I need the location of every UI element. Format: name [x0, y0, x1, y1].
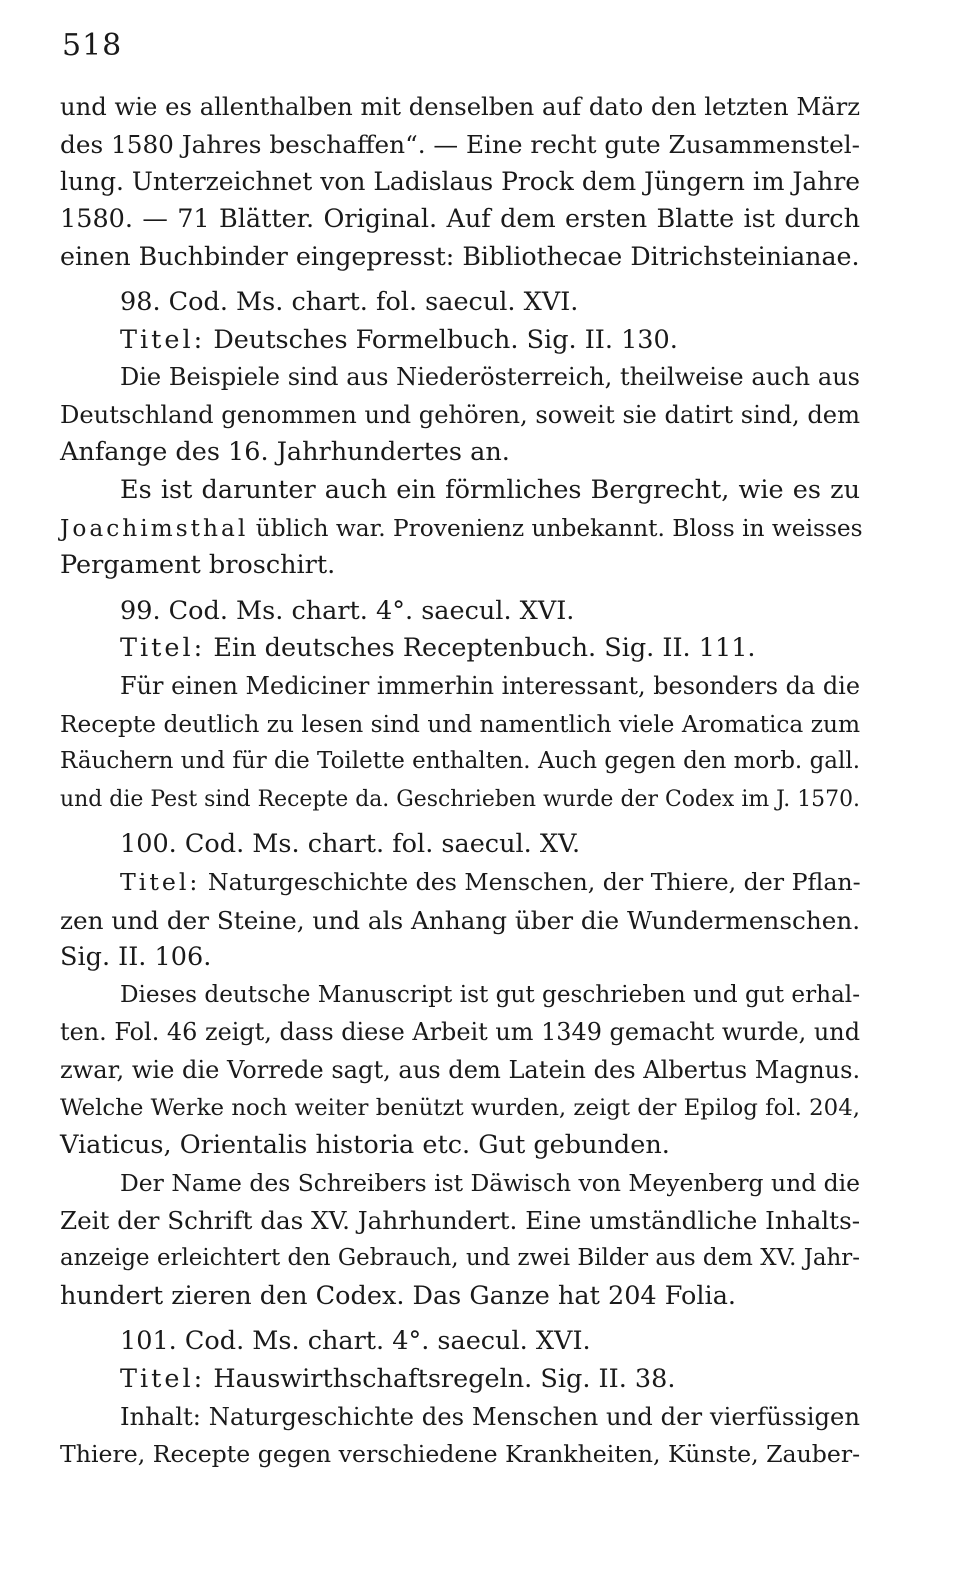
line-text: Räuchern und für die Toilette enthalten. Auch gegen den morb. gall.	[60, 748, 860, 775]
text-line	[120, 322, 860, 360]
line-text: Naturgeschichte des Menschen, der Thiere, der Pflan-	[200, 868, 861, 896]
text-line	[60, 1052, 860, 1090]
line-text: und wie es allenthalben mit denselben auf dato den letzten März	[60, 92, 860, 121]
text-line	[60, 743, 860, 781]
text-line	[60, 939, 860, 977]
line-text: Ein deutsches Receptenbuch. Sig. II. 111.	[205, 633, 756, 664]
line-text: Anfange des 16. Jahrhundertes an.	[60, 437, 510, 468]
line-text: 98. Cod. Ms. chart. fol. saecul. XVI.	[120, 287, 579, 317]
line-text: Zeit der Schrift das XV. Jahrhundert. Eine umständliche Inhalts-	[60, 1206, 861, 1236]
spaced-word: Titel:	[120, 868, 201, 896]
line-text: Inhalt: Naturgeschichte des Menschen und der vierfüssigen	[120, 1402, 860, 1432]
text-line	[120, 284, 860, 322]
line-text: hundert zieren den Codex. Das Ganze hat 204 Folia.	[60, 1280, 737, 1311]
line-text: Die Beispiele sind aus Niederösterreich, theilweise auch aus	[120, 363, 860, 392]
text-line	[120, 472, 860, 510]
line-text: Sig. II. 106.	[60, 942, 212, 973]
page-number: 518	[62, 28, 123, 63]
line-text: 1580. — 71 Blätter. Original. Auf dem ersten Blatte ist durch	[60, 203, 860, 234]
line-text: Dieses deutsche Manuscript ist gut geschrieben und gut erhal-	[120, 981, 860, 1008]
text-line	[120, 593, 860, 631]
line-text: 100. Cod. Ms. chart. fol. saecul. XV.	[120, 829, 581, 860]
text-line	[120, 1398, 860, 1436]
text-line	[120, 359, 860, 397]
text-line	[60, 397, 860, 435]
spaced-word: Joachimsthal	[60, 514, 249, 542]
text-line	[60, 1014, 860, 1052]
text-line	[60, 1202, 860, 1240]
line-text: Recepte deutlich zu lesen sind und namentlich viele Aromatica zum	[60, 710, 860, 738]
line-text: Der Name des Schreibers ist Däwisch von Meyenberg und die	[120, 1168, 861, 1197]
text-line	[60, 126, 860, 164]
line-text: 101. Cod. Ms. chart. 4°. saecul. XVI.	[120, 1326, 591, 1357]
line-text: 99. Cod. Ms. chart. 4°. saecul. XVI.	[120, 595, 575, 626]
text-line	[60, 88, 860, 126]
text-line	[60, 238, 860, 276]
line-text: Welche Werke noch weiter benützt wurden, zeigt der Epilog fol. 204,	[60, 1094, 860, 1121]
line-text: Viaticus, Orientalis historia etc. Gut gebunden.	[60, 1130, 670, 1161]
line-text: Deutschland genommen und gehören, soweit sie datirt sind, dem	[60, 400, 860, 429]
line-text: üblich war. Provenienz unbekannt. Bloss in weisses	[248, 514, 863, 542]
text-line	[60, 434, 860, 472]
line-text: Thiere, Recepte gegen verschiedene Krankheiten, Künste, Zauber-	[60, 1440, 861, 1468]
text-line	[60, 163, 860, 201]
text-line	[60, 902, 860, 940]
line-text: zwar, wie die Vorrede sagt, aus dem Latein des Albertus Magnus.	[60, 1056, 861, 1084]
spaced-word: Titel:	[120, 324, 206, 355]
line-text: ten. Fol. 46 zeigt, dass diese Arbeit um 1349 gemacht wurde, und	[60, 1018, 860, 1047]
line-text: lung. Unterzeichnet von Ladislaus Prock dem Jüngern im Jahre	[60, 167, 860, 197]
text-line	[60, 201, 860, 239]
line-text: Hauswirthschaftsregeln. Sig. II. 38.	[205, 1363, 676, 1394]
text-line	[120, 977, 860, 1015]
text-line	[120, 1361, 860, 1399]
line-text: einen Buchbinder eingepresst: Bibliothecae Ditrichsteinianae.	[60, 242, 860, 272]
line-text: Es ist darunter auch ein förmliches Bergrecht, wie es zu	[120, 475, 860, 505]
text-line	[60, 1278, 860, 1316]
line-text: und die Pest sind Recepte da. Geschrieben wurde der Codex im J. 1570.	[60, 786, 860, 812]
text-line	[120, 630, 860, 668]
spaced-word: Titel:	[120, 633, 206, 664]
text-line	[60, 1127, 860, 1165]
text-line	[60, 1436, 860, 1474]
text-line	[60, 510, 863, 548]
text-line	[120, 1165, 860, 1203]
text-line	[120, 864, 860, 902]
line-text: Deutsches Formelbuch. Sig. II. 130.	[205, 324, 678, 355]
line-text: zen und der Steine, und als Anhang über die Wundermenschen.	[60, 905, 861, 935]
text-line	[120, 1323, 860, 1361]
text-line	[60, 1240, 860, 1278]
spaced-word: Titel:	[120, 1363, 206, 1394]
line-text: Pergament broschirt.	[60, 550, 336, 581]
text-line	[60, 1090, 860, 1128]
line-text: anzeige erleichtert den Gebrauch, und zwei Bilder aus dem XV. Jahr-	[60, 1245, 860, 1271]
text-line	[60, 547, 860, 585]
text-line	[120, 826, 860, 864]
text-line	[60, 781, 860, 819]
line-text: des 1580 Jahres beschaffen“. — Eine recht gute Zusammenstel-	[60, 129, 860, 159]
line-text: Für einen Mediciner immerhin interessant, besonders da die	[120, 672, 860, 700]
text-line	[120, 668, 860, 706]
text-line	[60, 706, 860, 744]
